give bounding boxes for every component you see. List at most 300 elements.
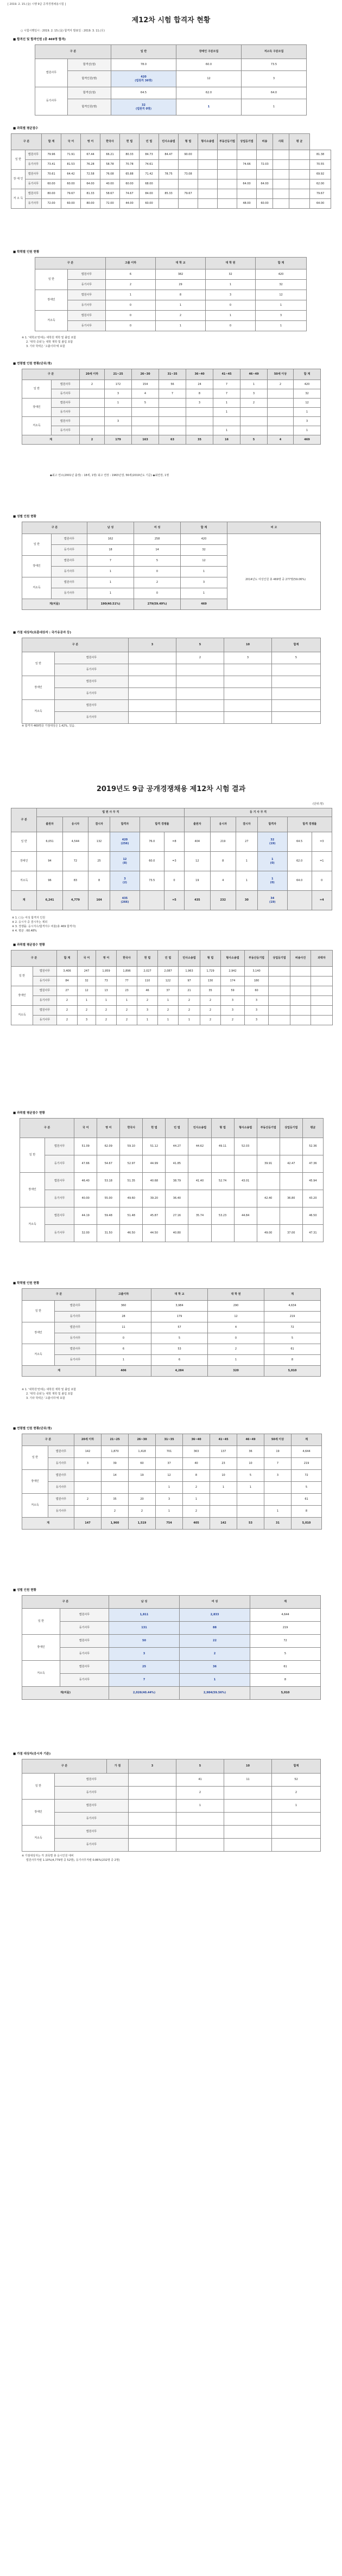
table-cell: 60.00 xyxy=(61,179,81,189)
table-cell: 72 xyxy=(264,1322,321,1333)
table-cell: 14 xyxy=(102,1470,129,1482)
group-label: 장애인 xyxy=(22,399,52,417)
group-label: 장애인 xyxy=(22,676,55,700)
th: 남 성 xyxy=(109,1596,180,1609)
table-cell: 60.00 xyxy=(42,179,61,189)
table-cell xyxy=(129,664,176,676)
table-cell: 32 xyxy=(181,545,227,556)
row-label: 등기사무 xyxy=(55,1813,129,1826)
table-cell xyxy=(240,417,268,426)
table-cell: 1 (0) xyxy=(257,871,287,891)
table-cell xyxy=(179,179,198,189)
table-cell: 1 xyxy=(213,399,240,408)
table-cell: 1 xyxy=(96,996,117,1006)
table-cell: 2 xyxy=(180,1648,250,1661)
table-cell: 79.67 xyxy=(61,189,81,199)
th: 합격 경쟁률 xyxy=(287,817,332,832)
table-cell xyxy=(159,199,179,209)
table-cell: 1,418 xyxy=(129,1446,156,1458)
group-label: 장애인 xyxy=(22,1470,48,1494)
table-cell: 27 xyxy=(57,986,78,996)
table-cell: 32 xyxy=(256,280,307,290)
table-cell: 14 xyxy=(134,545,181,556)
table-cell xyxy=(311,986,333,996)
table-cell: 39.20 xyxy=(143,1190,166,1207)
table-cell xyxy=(272,1813,321,1826)
table-cell: 1,963 xyxy=(179,967,200,977)
total-cell: =4 xyxy=(312,891,332,910)
table-row xyxy=(11,1016,333,1025)
row-label: 법원사무 xyxy=(55,1826,129,1839)
table-cell: 420 xyxy=(294,380,321,389)
th: 형 법 xyxy=(179,134,198,150)
row-label: 합격선(점) xyxy=(68,59,111,71)
th: 구 분 xyxy=(22,369,80,380)
th: 구 분 xyxy=(11,950,57,967)
table-cell: 25 xyxy=(109,1661,180,1674)
table-cell xyxy=(211,1190,234,1207)
row-label: 등기사무 xyxy=(55,1333,96,1344)
table-cell xyxy=(176,712,224,724)
table-cell: 64.5 xyxy=(287,832,312,852)
table-cell: 35 xyxy=(200,986,221,996)
total-cell: 469 xyxy=(294,435,321,445)
table-cell: 0 xyxy=(106,321,156,331)
table-cell: 84 xyxy=(57,977,78,986)
cell: 78.0 xyxy=(111,59,176,71)
table-cell: 2 xyxy=(240,399,268,408)
edu2-note-3: 3. 기타 학력은 '고졸이하'에 포함 xyxy=(26,1397,65,1400)
table-row xyxy=(22,1344,321,1355)
table-row xyxy=(22,1635,321,1648)
table-cell: 1 xyxy=(137,1016,158,1025)
table-cell: 219 xyxy=(250,1622,321,1635)
th: 대 학 교 xyxy=(151,1289,208,1301)
table-cell: 4 xyxy=(208,1322,264,1333)
table-cell: 3 xyxy=(74,1458,102,1470)
th: 민사소송법 xyxy=(159,134,179,150)
table-cell: 72.03 xyxy=(257,160,273,170)
table-cell: 290 xyxy=(208,1301,264,1312)
total-cell: 147 xyxy=(74,1518,102,1530)
table-cell: 3 xyxy=(224,652,272,664)
th: 민사소송법 xyxy=(188,1119,211,1138)
table-cell xyxy=(280,1138,302,1155)
table-cell: 73.41 xyxy=(42,160,61,170)
table-cell: 2 xyxy=(183,1506,210,1518)
group-label: 일 반 xyxy=(22,534,52,556)
table-cell: 51.48 xyxy=(120,1207,143,1225)
table-row xyxy=(20,1225,324,1242)
group-label: 저소득 xyxy=(22,1661,60,1687)
row-label: 법원사무 xyxy=(45,1207,74,1225)
age-note: ◆최고 연소(2001년 출생) : 18세, 1명/ 최고 연장 : 1963년생, 56세(2019년도 기준) ◆최연장, 1명 xyxy=(50,474,169,477)
table-cell: 1 xyxy=(213,408,240,417)
table-cell xyxy=(224,700,272,712)
table-cell: 79.67 xyxy=(179,189,198,199)
table-cell: 72 xyxy=(250,1635,321,1648)
table-cell xyxy=(311,1006,333,1016)
table-cell: 6,051 xyxy=(37,832,62,852)
table-cell: 8 xyxy=(250,1674,321,1687)
table-cell: 96 xyxy=(37,871,62,891)
row-label: 합격선(점) xyxy=(68,87,111,99)
table-cell: 2 xyxy=(200,1016,221,1025)
th: 헌 법 xyxy=(137,950,158,967)
th: 합 계 xyxy=(294,369,321,380)
table-cell: 19 xyxy=(129,1470,156,1482)
table-cell: 3 xyxy=(181,577,227,588)
row-label: 등기사무 xyxy=(52,408,80,417)
th: 3 xyxy=(129,1759,176,1774)
table-cell: 97 xyxy=(179,977,200,986)
table-cell: 258 xyxy=(134,534,181,545)
table-cell: 62.09 xyxy=(97,1138,120,1155)
table-cell xyxy=(198,179,218,189)
th: 영 어 xyxy=(97,1119,120,1138)
row-label: 등기사무 xyxy=(68,300,106,311)
bonus2-body xyxy=(22,1774,321,1852)
group-label: 일 반 xyxy=(22,652,55,676)
table-cell: 61 xyxy=(250,1661,321,1674)
table-cell xyxy=(280,1173,302,1190)
table-cell xyxy=(74,1506,102,1518)
table-cell: 47.36 xyxy=(302,1155,323,1173)
table-cell xyxy=(264,1482,292,1494)
table-row xyxy=(22,712,321,724)
avg-table xyxy=(11,133,331,209)
row-label: 법원사무 xyxy=(33,1006,57,1016)
table-cell: 1 xyxy=(156,321,206,331)
row-label: 등기사무 xyxy=(68,280,106,290)
table-cell xyxy=(289,189,310,199)
edu-table xyxy=(35,257,307,331)
table-cell: 2 xyxy=(137,996,158,1006)
th: 응시자 xyxy=(62,817,88,832)
table-cell xyxy=(198,170,218,179)
table-cell: 2 xyxy=(158,1006,179,1016)
th: 비송 xyxy=(257,134,273,150)
table-cell xyxy=(80,426,105,435)
total-cell: 435 (266) xyxy=(110,891,140,910)
table-cell: 1 xyxy=(206,311,256,321)
th: 합격 경쟁률 xyxy=(140,817,184,832)
table-cell: 80.33 xyxy=(120,150,140,160)
table-cell xyxy=(289,199,310,209)
table-cell xyxy=(234,1190,257,1207)
edu2-note-1: ※ 1. '대학원'란에는 대학원 재학 및 졸업 포함 xyxy=(22,1388,77,1391)
table-cell: 1 xyxy=(236,871,257,891)
group-label: 일 반 xyxy=(22,1446,48,1470)
table-cell: 46 xyxy=(137,986,158,996)
table-cell xyxy=(290,996,311,1006)
table-cell: 1 xyxy=(183,1494,210,1506)
group-label: 저소득 xyxy=(22,1494,48,1518)
table-cell: 2 xyxy=(57,996,78,1006)
row-label: 등기사무 xyxy=(33,996,57,1006)
th: 영 어 xyxy=(96,950,117,967)
table-cell: 5 xyxy=(272,652,321,664)
table-cell: 7 xyxy=(159,389,186,399)
table-cell xyxy=(198,160,218,170)
table-cell: 60 xyxy=(129,1458,156,1470)
th: 평균 xyxy=(302,1119,323,1138)
table-row xyxy=(22,1301,321,1312)
table-cell: 2,833 xyxy=(180,1609,250,1622)
table-cell: 3 xyxy=(294,417,321,426)
table-cell: 0 xyxy=(134,588,181,599)
cutoff-table xyxy=(35,44,307,115)
table-cell xyxy=(218,179,237,189)
table-cell: 67.44 xyxy=(81,150,100,160)
table-cell xyxy=(198,199,218,209)
table-cell: 22 xyxy=(180,1635,250,1648)
table-cell: 19 xyxy=(264,1446,292,1458)
table-cell: 65.88 xyxy=(120,170,140,179)
table-cell xyxy=(80,408,105,417)
th: 대 학 교 xyxy=(156,258,206,269)
table-cell xyxy=(218,150,237,160)
table-cell: 64.00 xyxy=(257,179,273,189)
table-cell: 49.60 xyxy=(120,1190,143,1207)
table-cell: 70.55 xyxy=(310,160,331,170)
group-label: 일 반 xyxy=(11,832,37,852)
table-cell xyxy=(129,1826,176,1839)
table-row xyxy=(22,664,321,676)
table-cell: 2 xyxy=(268,380,294,389)
group-label: 장애인 xyxy=(20,1173,45,1207)
th: 구 분 xyxy=(35,258,106,269)
table-cell: 4,644 xyxy=(292,1446,322,1458)
table-row xyxy=(22,1661,321,1674)
table-cell: 53.18 xyxy=(97,1173,120,1190)
total-cell: 4 xyxy=(268,435,294,445)
table-row xyxy=(20,1138,324,1155)
table-cell xyxy=(176,1826,224,1839)
table-cell: 12 xyxy=(156,1470,183,1482)
row-label: 법원사무 xyxy=(48,1494,74,1506)
table-row xyxy=(22,652,321,664)
th: 구 분 xyxy=(22,1289,96,1301)
table-row xyxy=(22,426,321,435)
table-cell: 172 xyxy=(105,380,132,389)
th: 고졸이하 xyxy=(96,1289,151,1301)
table-cell: 1,870 xyxy=(102,1446,129,1458)
row-label: 법원사무 xyxy=(26,170,42,179)
table-row xyxy=(22,1458,322,1470)
th: 영 어 xyxy=(81,134,100,150)
table-row xyxy=(11,977,333,986)
table-cell: 1,811 xyxy=(109,1609,180,1622)
table-cell: 180 xyxy=(245,977,269,986)
table-cell: 51.35 xyxy=(120,1173,143,1190)
group-label: 저소득 xyxy=(22,577,52,599)
table-cell xyxy=(210,1506,237,1518)
table-cell: 52.97 xyxy=(120,1155,143,1173)
table-cell xyxy=(105,426,132,435)
th: 구 분 xyxy=(22,1596,109,1609)
table-cell xyxy=(257,150,273,160)
row-label: 등기사무 xyxy=(33,977,57,986)
cell: 420 (법원직 36명) xyxy=(111,71,176,87)
th-group: 구 분 xyxy=(35,45,111,59)
edu2-note-2: 2. '대학 중퇴'는 대학 재학 및 졸업 포함 xyxy=(26,1392,73,1396)
table-cell: 5 xyxy=(250,1648,321,1661)
table-cell: 40.00 xyxy=(74,1190,97,1207)
total-label: 계(비율) xyxy=(22,599,87,610)
total-cell: 2,984(59.56%) xyxy=(180,1687,250,1700)
edu-note-1: ※ 1. '대학교'란에는 대학원 재학 및 졸업 포함 xyxy=(22,336,77,339)
row-label: 등기사무 xyxy=(48,1482,74,1494)
th: 46~49 xyxy=(237,1434,264,1446)
table-cell: 85.33 xyxy=(159,189,179,199)
table-cell: 27 xyxy=(236,832,257,852)
bonus2-note-2: 법원사무직렬 1.10%(4,779명 중 52명), 등기사무직렬 0.86%(232명 중 2명) xyxy=(26,1859,120,1862)
table-cell xyxy=(257,170,273,179)
th: 대 학 원 xyxy=(206,258,256,269)
th: 합격자 xyxy=(257,817,287,832)
table-cell: 49.00 xyxy=(257,1225,280,1242)
th: 합계 xyxy=(272,1759,321,1774)
th: 여 성 xyxy=(134,522,181,534)
table-cell: 2 xyxy=(80,380,105,389)
table-cell: 81.33 xyxy=(81,189,100,199)
table-cell: 41.40 xyxy=(188,1173,211,1190)
edu2-body xyxy=(22,1301,321,1377)
table-cell xyxy=(176,1839,224,1852)
table-cell xyxy=(102,1482,129,1494)
table-row xyxy=(11,189,331,199)
table-cell: 3,984 xyxy=(151,1301,208,1312)
table-cell: 0 xyxy=(206,321,256,331)
table-cell: 2 xyxy=(208,1344,264,1355)
table-cell xyxy=(218,199,237,209)
table-row xyxy=(22,1506,322,1518)
table-cell: 79.67 xyxy=(310,189,331,199)
total-cell: 34 (19) xyxy=(257,891,287,910)
th: 민 법 xyxy=(158,950,179,967)
total-row xyxy=(22,1687,321,1700)
table-cell: 46.50 xyxy=(120,1225,143,1242)
gender-table xyxy=(22,522,321,610)
table-cell: 44.27 xyxy=(166,1138,188,1155)
th: 합 계 xyxy=(256,258,307,269)
table-cell: 701 xyxy=(156,1446,183,1458)
age-body xyxy=(22,380,321,445)
table-cell: 1 xyxy=(236,852,257,871)
table-cell xyxy=(273,170,289,179)
table-cell xyxy=(159,426,186,435)
table-cell: 42.40 xyxy=(257,1190,280,1207)
table-row xyxy=(22,380,321,389)
table-cell: 420 xyxy=(256,269,307,280)
bonus-section-title: ■ 가점 대상자(보훈대상자 : 국가유공자 등) xyxy=(13,631,72,634)
row-label: 등기사무 xyxy=(48,1458,74,1470)
table-cell xyxy=(269,996,290,1006)
group-label: 저소득 xyxy=(11,1006,33,1025)
total-cell: 279(59.49%) xyxy=(134,599,181,610)
table-row xyxy=(22,676,321,688)
table-cell: 36 xyxy=(237,1446,264,1458)
row-label: 등기사무 xyxy=(45,1225,74,1242)
table-cell: 1 xyxy=(256,321,307,331)
table-cell: 2 xyxy=(106,280,156,290)
table-row xyxy=(11,986,333,996)
table-cell: 3 xyxy=(264,1470,292,1482)
table-cell xyxy=(290,986,311,996)
table-cell xyxy=(269,1016,290,1025)
table-cell xyxy=(269,986,290,996)
table-cell: 84.73 xyxy=(140,150,159,160)
th: 계 xyxy=(264,1289,321,1301)
table-cell: 78.75 xyxy=(159,170,179,179)
table-cell xyxy=(176,688,224,700)
table-cell: 59.48 xyxy=(97,1207,120,1225)
table-cell: 11 xyxy=(96,1322,151,1333)
th: 구 분 xyxy=(22,1434,74,1446)
row-label: 법원사무 xyxy=(55,676,129,688)
table-cell: 68.00 xyxy=(140,179,159,189)
table-cell: 43.20 xyxy=(302,1190,323,1207)
table-cell: 29 xyxy=(156,280,206,290)
bonus2-table xyxy=(22,1759,321,1852)
table-cell xyxy=(290,1006,311,1016)
table-cell: 1 xyxy=(264,1506,292,1518)
th: 국 어 xyxy=(61,134,81,150)
table-cell: 2 xyxy=(57,1016,78,1025)
table-cell: 1 xyxy=(272,1800,321,1813)
row-label: 법원사무 xyxy=(52,556,87,567)
th: 구 분 xyxy=(20,1119,74,1138)
table-cell xyxy=(268,426,294,435)
table-cell: =8 xyxy=(164,832,184,852)
table-row xyxy=(22,1648,321,1661)
th: 비송사건 xyxy=(290,950,311,967)
table-cell: 12 xyxy=(294,399,321,408)
table-cell: =3 xyxy=(312,832,332,852)
table-cell: 3 xyxy=(105,389,132,399)
group-label: 일 반 xyxy=(22,380,52,399)
table-cell xyxy=(224,1826,272,1839)
row-label: 법원사무 xyxy=(60,1635,109,1648)
th: 형사소송법 xyxy=(234,1119,257,1138)
remark-cell xyxy=(227,534,321,610)
group-label: 장애인 xyxy=(11,852,37,871)
table-cell: 110 xyxy=(137,977,158,986)
table-cell xyxy=(289,170,310,179)
group-label: 저소득 xyxy=(22,417,52,435)
table-row xyxy=(11,150,331,160)
age-table xyxy=(22,369,321,445)
table-cell: 3 xyxy=(78,1016,96,1025)
table-cell xyxy=(198,150,218,160)
table-cell xyxy=(289,179,310,189)
row-label: 법원사무 xyxy=(55,652,129,664)
group-label: 일 반 xyxy=(22,1774,55,1800)
group-label: 저소득 xyxy=(22,1826,55,1852)
row-label: 등기사무 xyxy=(60,1648,109,1661)
table-cell xyxy=(129,1800,176,1813)
th: 구 분 xyxy=(11,134,42,150)
row-label: 등기사무 xyxy=(33,1016,57,1025)
table-cell: 2 xyxy=(176,652,224,664)
table-cell: 32 xyxy=(78,977,96,986)
th: 한국사 xyxy=(120,1119,143,1138)
table-row xyxy=(35,269,307,280)
table-cell: 3 xyxy=(245,1016,269,1025)
table-cell: 1 xyxy=(87,588,134,599)
table-cell: 1 xyxy=(117,996,137,1006)
